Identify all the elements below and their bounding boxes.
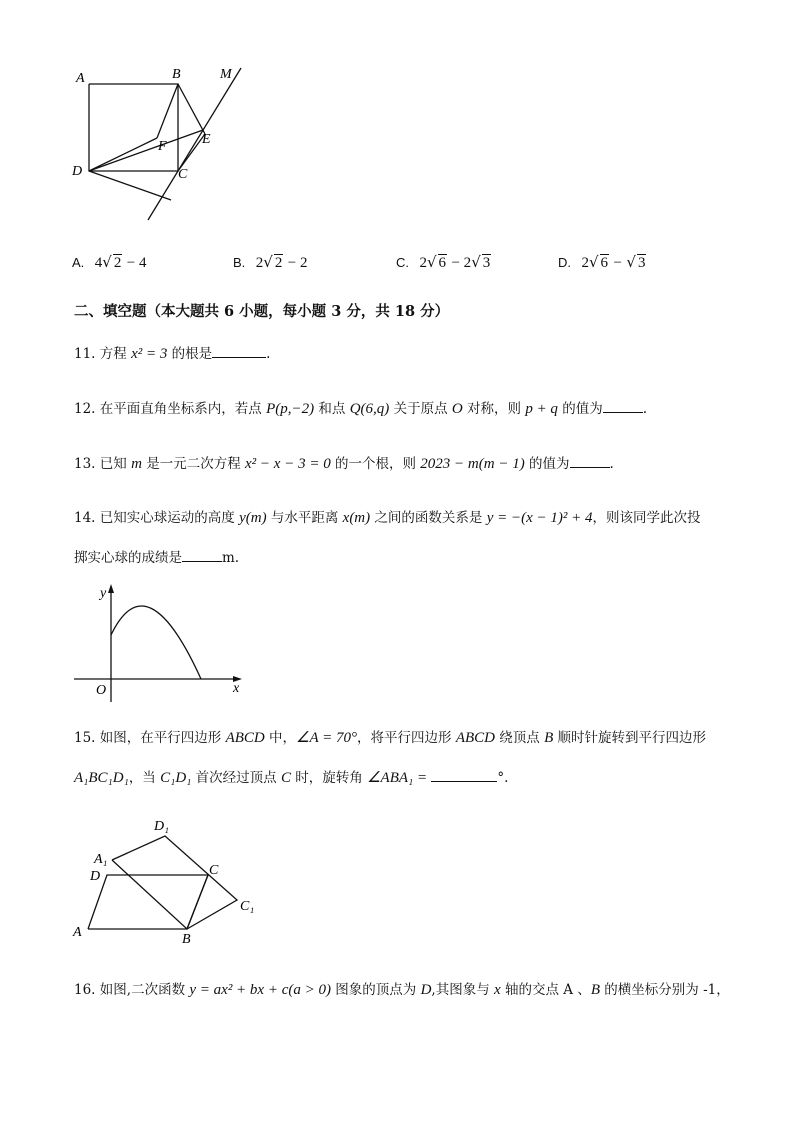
label-A1: A₁ — [94, 852, 108, 867]
label-C: C — [178, 167, 188, 182]
label-A: A — [73, 925, 82, 940]
figure-square-rotation — [68, 60, 258, 225]
answer-blank-11[interactable] — [212, 343, 266, 358]
axis-y-label: y — [100, 586, 107, 601]
label-C: C — [209, 863, 219, 878]
label-B: B — [172, 67, 181, 82]
answer-blank-13[interactable] — [570, 453, 610, 468]
origin-label: O — [96, 683, 107, 698]
label-A: A — [76, 71, 85, 86]
label-M: M — [220, 67, 232, 82]
question-12: 12. 在平面直角坐标系内，若点 P(p,−2) 和点 Q(6,q) 关于原点 O 对称，则 p + q 的值为 . — [74, 398, 647, 419]
label-F: F — [158, 139, 167, 154]
answer-blank-15[interactable] — [431, 767, 497, 782]
question-14: 14. 已知实心球运动的高度 y(m) 与水平距离 x(m) 之间的函数关系是 y = −(x − 1)² + 4，则该同学此次投 — [74, 510, 701, 526]
option-d[interactable]: D. 2√ 6 − √ 3 — [558, 253, 646, 271]
figure-parabola — [70, 580, 250, 705]
label-D: D — [72, 164, 83, 179]
section-title: 二、填空题（本大题共 6 小题，每小题 3 分，共 18 分） — [74, 303, 450, 320]
label-E: E — [202, 132, 211, 147]
label-C1: C₁ — [240, 899, 255, 914]
option-a[interactable]: A. 4√ 2 − 4 — [72, 253, 147, 271]
answer-blank-14[interactable] — [182, 547, 222, 562]
question-14-line2: 掷实心球的成绩是 m. — [74, 547, 239, 568]
option-c[interactable]: C. 2√ 6 − 2√ 3 — [396, 253, 491, 271]
answer-blank-12[interactable] — [603, 398, 643, 413]
axis-x-label: x — [233, 681, 240, 696]
question-16: 16. 如图,二次函数 y = ax² + bx + c(a > 0) 图象的顶点为 D,其图象与 x 轴的交点 A 、B 的横坐标分别为 -1， — [74, 982, 730, 998]
figure-parallelogram-rotation — [70, 812, 270, 952]
label-D: D — [90, 869, 101, 884]
label-B: B — [182, 932, 191, 947]
question-15: 15. 如图，在平行四边形 ABCD 中，∠A = 70°，将平行四边形 ABCD 绕顶点 B 顺时针旋转到平行四边形 — [74, 730, 707, 746]
question-11: 11. 方程 x² = 3 的根是 . — [74, 343, 270, 364]
option-b[interactable]: B. 2√ 2 − 2 — [233, 253, 308, 271]
question-13: 13. 已知 m 是一元二次方程 x² − x − 3 = 0 的一个根，则 2023 − m(m − 1) 的值为 . — [74, 453, 614, 474]
label-D1: D₁ — [154, 819, 169, 834]
question-15-line2: A₁BC₁D₁，当 C₁D₁ 首次经过顶点 C 时，旋转角 ∠ABA₁ = °. — [74, 767, 508, 788]
